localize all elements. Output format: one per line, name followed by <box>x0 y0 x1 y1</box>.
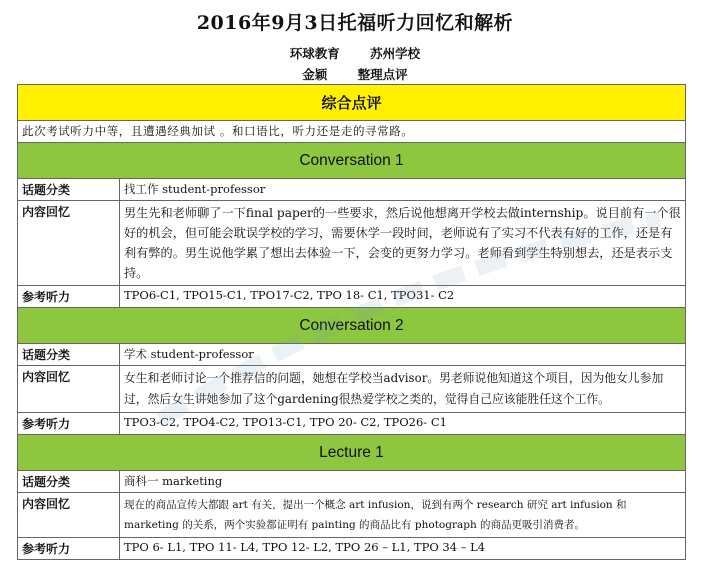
reference-value: TPO6-C1, TPO15-C1, TPO17-C2, TPO 18- C1, TPO31- C2 <box>120 286 686 308</box>
review-table <box>17 84 686 560</box>
content-value: 现在的商品宣传大都跟 art 有关，提出一个概念 art infusion，说到有两个 research 研究 art infusion 和 marketing 的关系，两个实验都证明有 painting 的商品比有 photograph 的商品更吸引消费者。 <box>120 493 686 538</box>
content-label: 内容回忆 <box>18 201 120 286</box>
topic-label: 话题分类 <box>18 344 120 366</box>
content-label: 内容回忆 <box>18 493 120 538</box>
reference-value: TPO3-C2, TPO4-C2, TPO13-C1, TPO 20- C2, TPO26- C1 <box>120 413 686 435</box>
summary-text: 此次考试听力中等，且遭遇经典加试 。和口语比，听力还是走的寻常路。 <box>18 121 686 143</box>
org-name: 环球教育 <box>289 46 340 61</box>
subtitle-author <box>0 65 710 83</box>
section-heading-conversation-1: Conversation 1 <box>18 143 686 179</box>
topic-label: 话题分类 <box>18 471 120 493</box>
content-label: 内容回忆 <box>18 366 120 413</box>
page-title: 2016年9月3日托福听力回忆和解析 <box>196 12 514 34</box>
author-role: 整理点评 <box>357 67 408 82</box>
content-value: 男生先和老师聊了一下final paper的一些要求，然后说他想离开学校去做internship。说目前有一个很好的机会，但可能会耽误学校的学习，需要休学一段时间，老师说有了实习不代表有好的工作，还是有利有弊的。男生说他学累了想出去体验一下，会变的更努力学习。老师看到学生特别想去，还是表示支持。 <box>120 201 686 286</box>
reference-label: 参考听力 <box>18 413 120 435</box>
topic-value: 商科一 marketing <box>120 471 686 493</box>
reference-value: TPO 6- L1, TPO 11- L4, TPO 12- L2, TPO 26 – L1, TPO 34 – L4 <box>120 538 686 560</box>
subtitle-org <box>0 44 710 62</box>
topic-label: 话题分类 <box>18 179 120 201</box>
author-name: 金颖 <box>302 67 328 82</box>
content-value: 女生和老师讨论一个推荐信的问题，她想在学校当advisor。男老师说他知道这个项目，因为他女儿参加过，然后女生讲她参加了这个gardening很热爱学校之类的，觉得自己应该能胜任这个工作。 <box>120 366 686 413</box>
topic-value: 找工作 student-professor <box>120 179 686 201</box>
reference-label: 参考听力 <box>18 286 120 308</box>
reference-label: 参考听力 <box>18 538 120 560</box>
section-heading-lecture-1: Lecture 1 <box>18 435 686 471</box>
summary-heading: 综合点评 <box>18 85 686 121</box>
topic-value: 学术 student-professor <box>120 344 686 366</box>
section-heading-conversation-2: Conversation 2 <box>18 308 686 344</box>
campus-name: 苏州学校 <box>370 46 421 61</box>
